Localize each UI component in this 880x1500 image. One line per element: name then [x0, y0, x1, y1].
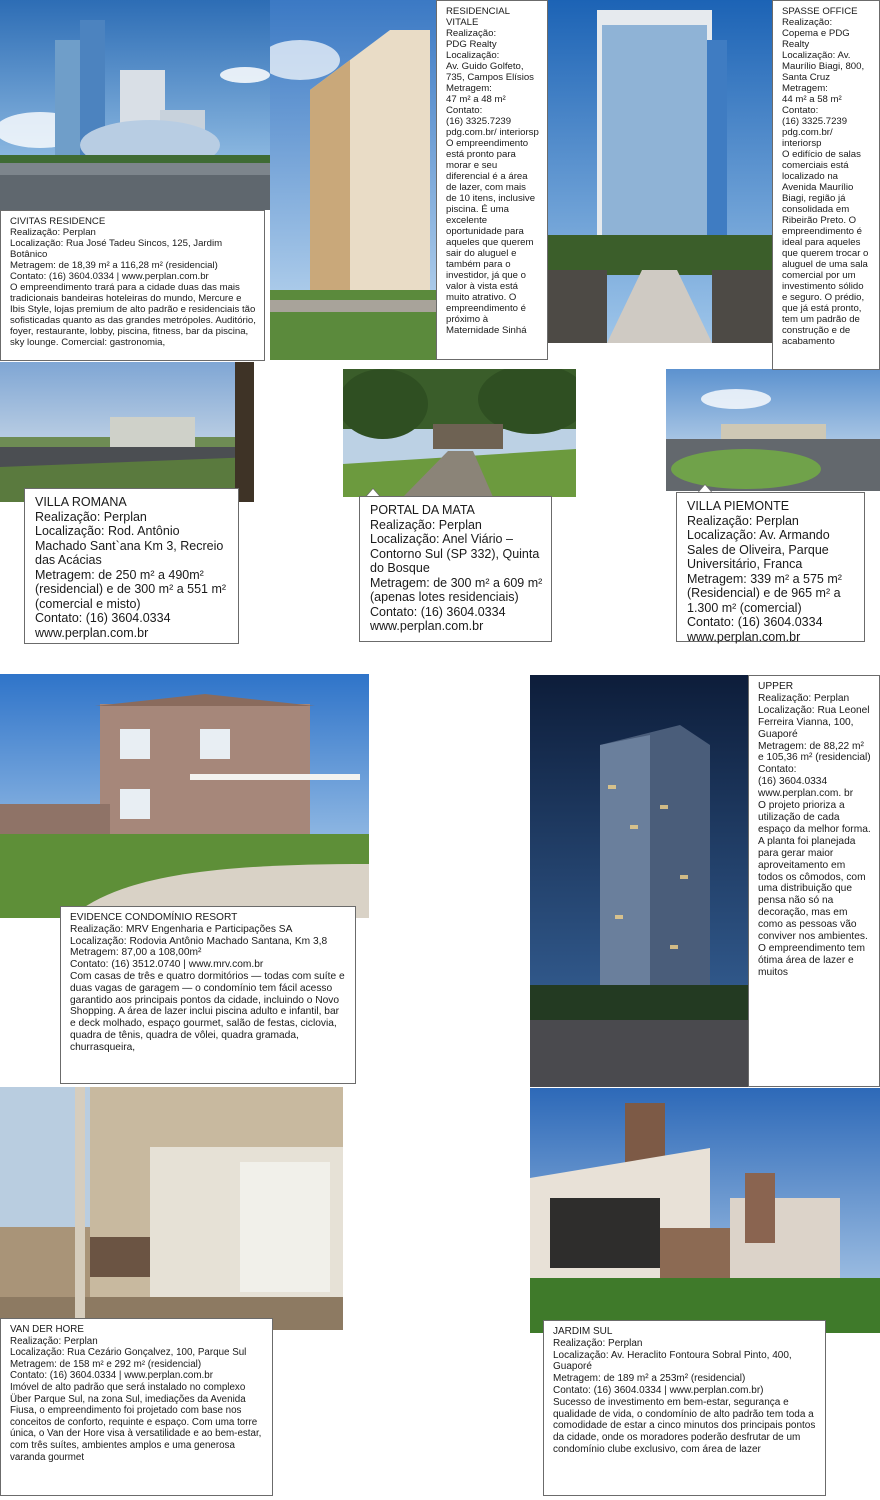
evidence-description: Com casas de três e quatro dormitórios — todas com suíte e duas vagas de garagem — o condomínio tem fácil acesso garantido aos principais pontos da cidade, incluindo o Novo Shopping. A área de lazer inclui piscina adulto e infantil, bar e deck molhado, espaço gourmet, salão de festas, ciclovia, quadra de tênis, quadra de vôlei, quadra gramada, churrasqueira,: [70, 970, 345, 1053]
villa-romana-photo: [0, 362, 254, 502]
evidence-card: [60, 906, 356, 1084]
villa-piemonte-contact: Contato: (16) 3604.0334: [687, 615, 823, 629]
portal-da-mata-location: Localização: Anel Viário – Contorno Sul (SP 332), Quinta do Bosque: [370, 532, 540, 575]
upper-location: Localização: Rua Leonel Ferreira Vianna, 100, Guaporé: [758, 704, 870, 740]
van-der-hore-card: [0, 1318, 273, 1496]
van-der-hore-location: Localização: Rua Cezário Gonçalvez, 100, Parque Sul: [10, 1347, 247, 1359]
civitas-location: Localização: Rua José Tadeu Sincos, 125, Jardim Botânico: [10, 238, 223, 260]
vitale-contact-label: Contato:: [446, 105, 483, 116]
vitale-title: RESIDENCIAL VITALE: [446, 6, 510, 28]
jardim-sul-description: Sucesso de investimento em bem-estar, segurança e qualidade de vida, o condomínio de alto padrão tem toda a comodidade de estar a cinco minutos dos principais pontos da cidade, onde os moradores poderão desfrutar de um condomínio clube exclusivo, com área de lazer: [553, 1396, 816, 1455]
portal-da-mata-card: [359, 496, 552, 642]
villa-romana-card: [24, 488, 239, 644]
civitas-photo: [0, 0, 270, 210]
spasse-photo: [547, 0, 772, 343]
portal-da-mata-website: www.perplan.com.br: [370, 619, 484, 633]
civitas-builder: Realização: Perplan: [10, 227, 96, 238]
upper-contact-label: Contato:: [758, 764, 797, 776]
vitale-builder: PDG Realty: [446, 39, 497, 50]
villa-piemonte-size: Metragem: 339 m² a 575 m² (Residencial) e de 965 m² a 1.300 m² (comercial): [687, 571, 842, 615]
villa-romana-website: www.perplan.com.br: [35, 625, 149, 640]
spasse-phone: (16) 3325.7239: [782, 116, 848, 127]
portal-da-mata-photo: [343, 369, 576, 497]
villa-piemonte-photo: [666, 369, 880, 491]
jardim-sul-photo: [530, 1088, 880, 1333]
vitale-description: O empreendimento está pronto para morar e seu diferencial é a área de lazer, com mais de 10 itens, inclusive piscina. É uma excelente oportunidade para aqueles que querem sair do aluguel e também para o investidor, já que o valor à vista está muito atrativo. O empreendimento é próximo à Maternidade Sinhá: [446, 138, 536, 336]
villa-romana-size: Metragem: de 250 m² a 490m² (residencial) e de 300 m² a 551 m² (comercial e misto): [35, 567, 227, 611]
evidence-title: EVIDENCE CONDOMÍNIO RESORT: [70, 912, 238, 923]
civitas-title: CIVITAS RESIDENCE: [10, 216, 106, 227]
portal-da-mata-title: PORTAL DA MATA: [370, 503, 475, 517]
portal-da-mata-builder: Realização: Perplan: [370, 517, 482, 532]
civitas-size: Metragem: de 18,39 m² a 116,28 m² (residencial): [10, 260, 218, 271]
villa-romana-title: VILLA ROMANA: [35, 495, 127, 509]
villa-piemonte-card: [676, 492, 865, 642]
civitas-card: [0, 210, 265, 361]
civitas-contact: Contato: (16) 3604.0334 | www.perplan.com.br: [10, 271, 209, 282]
villa-piemonte-location: Localização: Av. Armando Sales de Oliveira, Parque Universitário, Franca: [687, 528, 830, 571]
vitale-location: Av. Guido Golfeto, 735, Campos Elísios: [446, 61, 534, 83]
spasse-contact-label: Contato:: [782, 105, 819, 116]
villa-romana-builder: Realização: Perplan: [35, 509, 147, 524]
spasse-card: [772, 0, 880, 370]
upper-photo: [530, 675, 748, 1087]
jardim-sul-builder: Realização: Perplan: [553, 1337, 643, 1349]
evidence-contact: Contato: (16) 3512.0740 | www.mrv.com.br: [70, 959, 264, 971]
villa-romana-location: Localização: Rod. Antônio Machado Sant`ana Km 3, Recreio das Acácias: [35, 524, 224, 567]
upper-size: Metragem: de 88,22 m² e 105,36 m² (residencial): [758, 740, 871, 764]
spasse-location: Localização: Av. Maurílio Biagi, 800, Santa Cruz: [782, 50, 865, 83]
vitale-photo: [270, 0, 436, 360]
spasse-description: O edifício de salas comerciais está localizado na Avenida Maurílio Biagi, região já consolidada em Ribeirão Preto. O empreendimento é ideal para aqueles que querem trocar o aluguel de uma sala comercial por um investimento sólido e seguro. O prédio, que já está pronto, tem um padrão de construção e de acabamento: [782, 149, 869, 347]
van-der-hore-title: VAN DER HORE: [10, 1324, 84, 1335]
spasse-title: SPASSE OFFICE: [782, 6, 858, 17]
jardim-sul-card: [543, 1320, 826, 1496]
civitas-description: O empreendimento trará para a cidade duas das mais tradicionais bandeiras hoteleiras do mundo, Mercure e Ibis Style, lojas premium de alto padrão e residenciais tão sofisticadas quanto as das grandes metrópoles. Auditório, foyer, restaurante, lobby, piscina, fitness, bar da piscina, sky lounge. Comercial: gastronomia,: [10, 282, 256, 348]
vitale-builder-label: Realização:: [446, 28, 497, 39]
evidence-builder: Realização: MRV Engenharia e Participações SA: [70, 923, 293, 935]
van-der-hore-builder: Realização: Perplan: [10, 1335, 98, 1347]
evidence-size: Metragem: 87,00 a 108,00m²: [70, 947, 202, 959]
upper-builder: Realização: Perplan: [758, 692, 850, 704]
spasse-size: 44 m² a 58 m²: [782, 94, 842, 105]
spasse-size-label: Metragem:: [782, 83, 828, 94]
vitale-size: 47 m² a 48 m²: [446, 94, 506, 105]
evidence-location: Localização: Rodovia Antônio Machado Santana, Km 3,8: [70, 935, 328, 947]
van-der-hore-size: Metragem: de 158 m² e 292 m² (residencial): [10, 1358, 202, 1370]
upper-phone: (16) 3604.0334: [758, 776, 828, 788]
evidence-photo: [0, 674, 369, 918]
vitale-location-label: Localização:: [446, 50, 500, 61]
upper-description: O projeto prioriza a utilização de cada espaço da melhor forma. A planta foi planejada para gerar maior aproveitamento em todos os cômodos, com uma distribuição que pensa não só na decoração, mas em como as pessoas vão conviver nos ambientes. O empreendimento tem ótima área de lazer e muitos: [758, 800, 871, 978]
jardim-sul-location: Localização: Av. Heraclito Fontoura Sobral Pinto, 400, Guaporé: [553, 1349, 792, 1373]
vitale-size-label: Metragem:: [446, 83, 492, 94]
van-der-hore-photo: [0, 1087, 343, 1330]
spasse-builder: Realização: Copema e PDG Realty: [782, 17, 850, 50]
van-der-hore-description: Imóvel de alto padrão que será instalado no complexo Über Parque Sul, na zona Sul, imediações da Avenida Fiusa, o empreendimento foi projetado com base nos conceitos de conforto, requinte e espaço. Com uma torre única, o Van der Hore visa à versatilidade e ao bem-estar, com três suítes, ambientes amplos e uma generosa varanda gourmet: [10, 1381, 262, 1463]
spasse-website: pdg.com.br/ interiorsp: [782, 127, 833, 149]
villa-piemonte-builder: Realização: Perplan: [687, 513, 799, 528]
vitale-website: pdg.com.br/ interiorsp: [446, 127, 539, 138]
upper-title: UPPER: [758, 681, 794, 692]
upper-card: [748, 675, 880, 1087]
portal-da-mata-size: Metragem: de 300 m² a 609 m² (apenas lotes residenciais): [370, 575, 543, 604]
villa-piemonte-website: www.perplan.com.br: [687, 629, 801, 644]
upper-website: www.perplan.com. br: [758, 788, 854, 800]
vitale-card: [436, 0, 548, 360]
vitale-phone: (16) 3325.7239: [446, 116, 512, 127]
villa-piemonte-title: VILLA PIEMONTE: [687, 499, 790, 513]
jardim-sul-contact: Contato: (16) 3604.0334 | www.perplan.com.br): [553, 1384, 764, 1396]
van-der-hore-contact: Contato: (16) 3604.0334 | www.perplan.com.br: [10, 1370, 213, 1382]
portal-da-mata-contact: Contato: (16) 3604.0334: [370, 604, 506, 619]
jardim-sul-title: JARDIM SUL: [553, 1326, 613, 1337]
villa-romana-contact: Contato: (16) 3604.0334: [35, 611, 171, 625]
jardim-sul-size: Metragem: de 189 m² a 253m² (residencial): [553, 1373, 746, 1385]
